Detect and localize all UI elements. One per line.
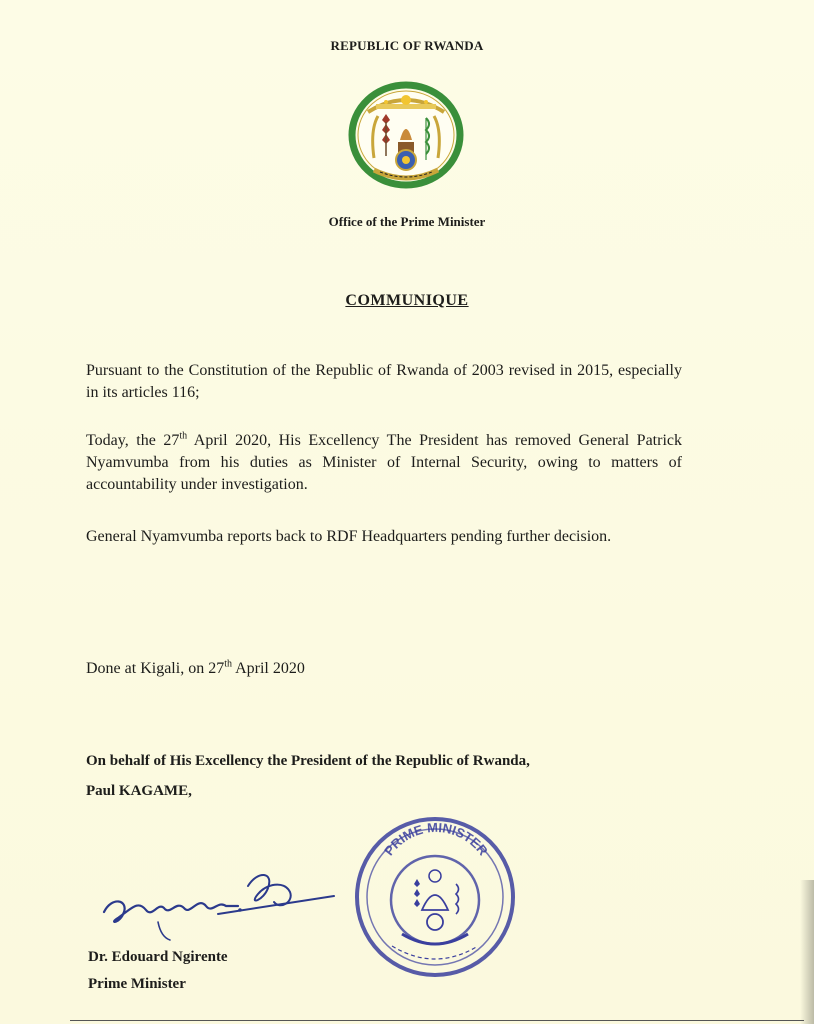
paragraph-reports-back: General Nyamvumba reports back to RDF Headquarters pending further decision. [86, 528, 612, 545]
on-behalf-block [86, 746, 706, 806]
page-edge-shadow [800, 880, 814, 1024]
done-at-rest: April 2020 [231, 660, 305, 677]
rwanda-coat-of-arms-icon [346, 80, 466, 192]
communique-title: COMMUNIQUE [345, 292, 469, 309]
svg-text:PRIME MINISTER [381, 820, 491, 859]
on-behalf-line: On behalf of His Excellency the President of the Republic of Rwanda, [86, 753, 530, 769]
done-at-line [86, 660, 305, 678]
signer-name: Dr. Edouard Ngirente [88, 949, 228, 965]
prime-minister-seal-icon [352, 814, 518, 980]
done-at-start: Done at Kigali, on 27 [86, 660, 225, 677]
office-title: Office of the Prime Minister [328, 214, 486, 229]
signer-role: Prime Minister [88, 976, 186, 992]
president-name: Paul KAGAME, [86, 783, 192, 799]
header-country: REPUBLIC OF RWANDA [330, 38, 484, 53]
paragraph-removal [86, 430, 682, 496]
paragraph-constitution: Pursuant to the Constitution of the Republic of Rwanda of 2003 revised in 2015, especially in its articles 116; [86, 362, 682, 401]
stamp-text: PRIME MINISTER [381, 819, 491, 859]
signer-block [88, 944, 228, 998]
ordinal-suffix: th [179, 430, 188, 442]
bottom-border-line [70, 1020, 804, 1021]
handwritten-signature-icon [98, 866, 338, 946]
paragraph-removal-start: Today, the 27 [86, 432, 180, 449]
done-ordinal-suffix: th [224, 658, 232, 670]
paragraph-removal-rest: April 2020, His Excellency The President has removed General Patrick Nyamvumba from his duties as Minister of Internal Security, owing to matters of accountability under investigation. [86, 432, 682, 493]
